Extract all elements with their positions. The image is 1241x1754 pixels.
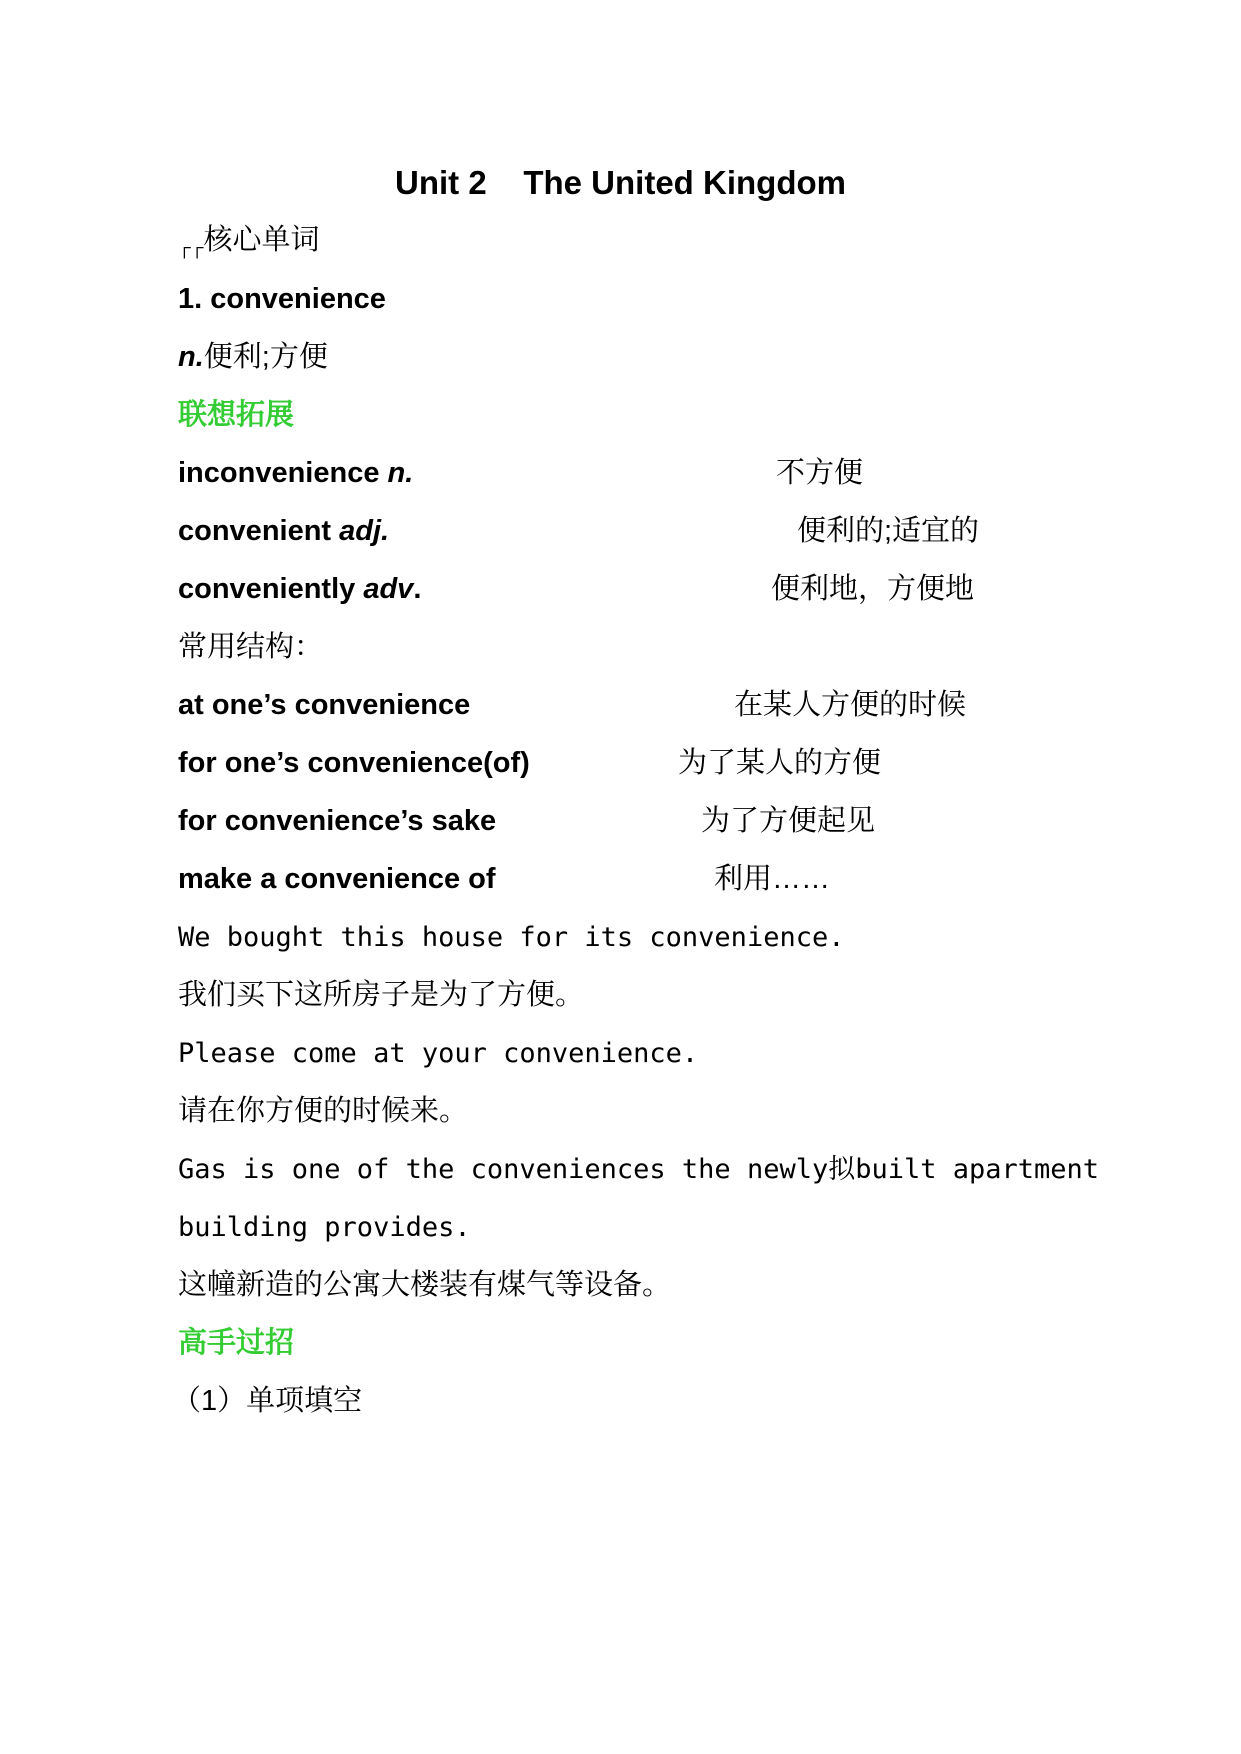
structure-meaning: 利用……: [714, 863, 831, 895]
derivative-meaning: 便利地，方便地: [771, 573, 975, 605]
word-meaning: 便利;方便: [203, 341, 328, 373]
structure-meaning: 为了某人的方便: [678, 747, 882, 779]
derivative-word: conveniently: [178, 573, 364, 605]
expansion-heading: 联想拓展: [178, 399, 295, 431]
derivative-item: [178, 459, 413, 488]
structure-phrase: for convenience’s sake: [178, 805, 497, 837]
derivative-item: [178, 575, 421, 604]
word-definition: [178, 343, 328, 372]
derivative-pos: n.: [387, 457, 414, 489]
derivative-meaning: 不方便: [776, 457, 864, 489]
derivative-word: inconvenience: [178, 457, 388, 489]
example-sentence-en: Please come at your convenience.: [178, 1038, 699, 1069]
structure-meaning: 在某人方便的时候: [734, 689, 967, 721]
example-sentence-en: We bought this house for its convenience.: [178, 922, 845, 953]
derivative-item: [178, 517, 389, 546]
page-title: Unit 2 The United Kingdom: [395, 164, 846, 201]
section-heading: [178, 226, 320, 256]
practice-item: （1）单项填空: [172, 1385, 363, 1417]
practice-heading: 高手过招: [178, 1327, 295, 1359]
structure-phrase: make a convenience of: [178, 863, 496, 895]
derivative-word: convenient: [178, 515, 340, 547]
example-sentence-zh: 请在你方便的时候来。: [178, 1095, 469, 1127]
word-pos: n.: [178, 341, 204, 373]
example-sentence-en: Gas is one of the conveniences the newly拟built apartment: [178, 1154, 1100, 1185]
derivative-suffix: .: [413, 573, 422, 605]
structures-heading: 常用结构：: [178, 631, 324, 663]
headword: 1. convenience: [178, 283, 386, 315]
derivative-pos: adj.: [339, 515, 390, 547]
derivative-pos: adv: [363, 573, 414, 605]
example-sentence-zh: 我们买下这所房子是为了方便。: [178, 979, 585, 1011]
derivative-meaning: 便利的;适宜的: [797, 515, 980, 547]
example-sentence-zh: 这幢新造的公寓大楼装有煤气等设备。: [178, 1269, 672, 1301]
section-mark: ┌┌: [178, 237, 204, 257]
structure-phrase: at one’s convenience: [178, 689, 471, 721]
section-label: 核心单词: [203, 224, 320, 256]
structure-phrase: for one’s convenience(of): [178, 747, 530, 779]
structure-meaning: 为了方便起见: [701, 805, 876, 837]
example-sentence-en-continued: building provides.: [178, 1212, 471, 1243]
